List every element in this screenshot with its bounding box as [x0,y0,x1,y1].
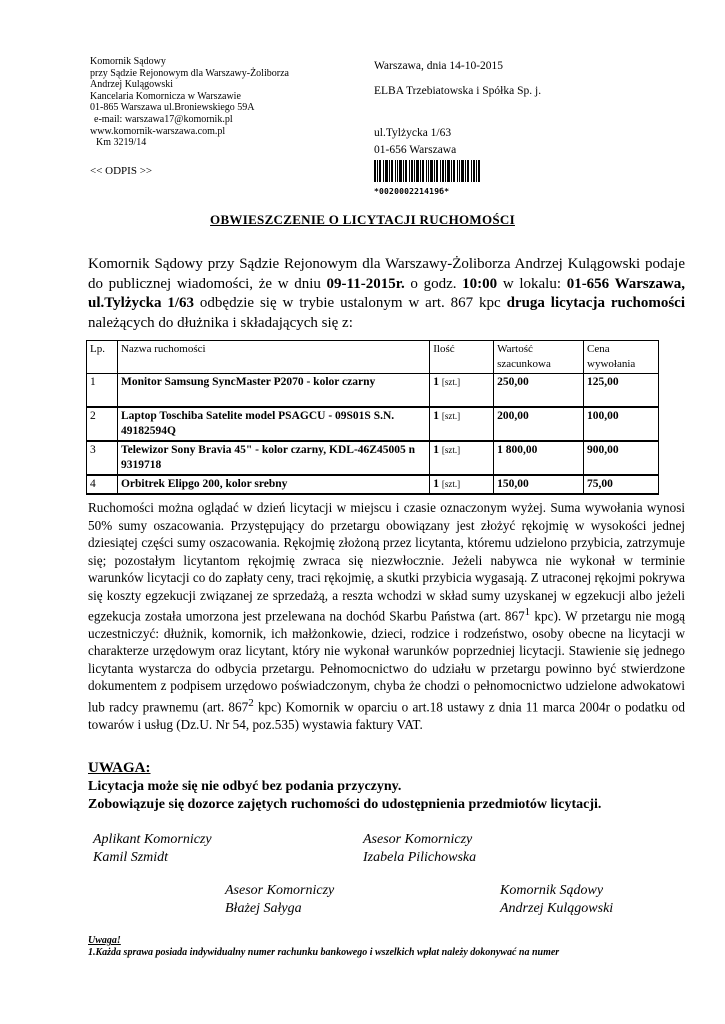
place-date: Warszawa, dnia 14-10-2015 [374,60,504,72]
intro-text: odbędzie się w trybie ustalonym w art. 867 kpc [194,295,507,311]
notice-line: Zobowiązuje się dozorce zajętych ruchomości do udostępnienia przedmiotów licytacji. [88,797,602,812]
intro-text: Komornik Sądowy przy Sądzie Rejonowym dla Warszawy-Żoliborza Andrzej Kulągowski podaje do publicznej wiadomości, że w dniu [88,256,685,292]
terms-text: Ruchomości można oglądać w dzień licytacji w miejscu i czasie oznaczonym wyżej. Suma wywołania wynosi 50% sumy oszacowania. Przystępujący do przetargu obowiązany jest złożyć rękojmię w wysokości jednej dziesiątej części sumy oszacowania. Rękojmię złożoną przez licytanta, któremu udzielono przybicia, zatrzymuje się; pozostałym licytantom rękojmię zwraca się niezwłocznie. Jeżeli nabywca nie wykonał w terminie warunków licytacji co do zapłaty ceny, traci rękojmię, a skutki przybicia wygasają. Z utraconej rękojmi pokrywa się koszty egzekucji związanej ze sprzedażą, a reszta wchodzi w skład sumy uzyskanej w egzekucji albo jeżeli egzekucja została umorzona jest przelewana na dochód Skarbu Państwa (art. 867 [88,500,685,624]
case-number: Km 3219/14 [96,137,147,149]
row-name: Telewizor Sony Bravia 45" - kolor czarny, KDL-46Z45005 n 9319718 [117,441,429,475]
row-name: Monitor Samsung SyncMaster P2070 - kolor czarny [117,374,429,408]
sender-line: Komornik Sądowy [90,56,166,67]
row-qty [430,374,494,408]
document-title: OBWIESZCZENIE O LICYTACJI RUCHOMOŚCI [210,212,515,227]
table-row [87,407,659,441]
signature-name: Błażej Sałyga [225,901,302,916]
terms-text: kpc) Komornik w oparciu o art.18 ustawy z dnia 11 marca 2004r o podatku od towarów i usług (Dz.U. Nr 54, poz.535) wystawia faktury VAT. [88,699,685,732]
barcode-bars [374,160,480,182]
footnote-mark: 1 [524,606,531,618]
qty-unit: [szt.] [441,445,461,455]
row-value: 250,00 [494,374,584,408]
qty-unit: [szt.] [441,479,461,489]
signature-block [363,831,476,867]
header-value: Wartość szacunkowa [494,341,584,374]
signature-block [93,831,212,867]
intro-paragraph [88,255,685,333]
sender-line: e-mail: warszawa17@komornik.pl [94,113,233,125]
table-header-row [87,341,659,374]
qty-unit: [szt.] [441,377,461,387]
row-lp: 3 [87,441,118,475]
sender-line: www.komornik-warszawa.com.pl [90,125,226,137]
signature-role: Asesor Komorniczy [363,832,473,847]
signature-name: Andrzej Kulągowski [500,901,614,916]
footer-title: Uwaga! [88,935,121,946]
barcode-text: *002000221419б* [374,187,450,196]
row-name: Laptop Toschiba Satelite model PSAGCU - 09S01S S.N. 49182594Q [117,407,429,441]
sender-block [90,56,289,149]
sender-line: Andrzej Kulągowski [90,79,174,91]
intro-text: o godz. [404,275,463,292]
row-value: 150,00 [494,475,584,494]
qty-value: 1 [433,376,439,388]
row-value: 1 800,00 [494,441,584,475]
footer-line: 1.Każda sprawa posiada indywidualny numer rachunku bankowego i wszelkich wpłat należy dokonywać na numer [88,947,560,958]
qty-value: 1 [433,444,439,456]
sender-line: przy Sądzie Rejonowym dla Warszawy-Żoliborza [90,67,289,79]
row-lp: 1 [87,374,118,408]
sender-line: 01-865 Warszawa ul.Broniewskiego 59A [90,102,255,114]
header-price: Cena wywołania [584,341,659,374]
terms-text: kpc). W przetargu nie mogą uczestniczyć: dłużnik, komornik, ich małżonkowie, dzieci, rodzice i rodzeństwo, osoby obecne na licytacji w charakterze urzędowym oraz licytant, który nie wykonał warunków poprzedniej licytacji. Stawienie się jednego licytanta wystarcza do odbycia przetargu. Pełnomocnictwo do udziału w przetargu powinno być stwierdzone dokumentem z podpisem urzędowo poświadczonym, chyba że chodzi o pełnomocnictwo udzielone adwokatowi lub radcy prawnemu (art. 867 [88,608,685,715]
header-name: Nazwa ruchomości [117,341,429,374]
items-table [86,340,659,495]
auction-date: 09-11-2015r. [326,275,405,292]
terms-paragraph [88,499,685,733]
row-price: 75,00 [584,475,659,494]
header-lp: Lp. [87,341,118,374]
signature-role: Komornik Sądowy [500,883,604,898]
row-qty [430,441,494,475]
row-name: Orbitrek Elipgo 200, kolor srebny [117,475,429,494]
intro-text: w lokalu: [497,275,567,292]
barcode [374,160,480,196]
recipient-city: 01-656 Warszawa [374,144,457,156]
notice-line: Licytacja może się nie odbyć bez podania przyczyny. [88,779,402,794]
header-qty: Ilość [430,341,494,374]
auction-type: druga licytacja ruchomości [506,295,685,311]
row-value: 200,00 [494,407,584,441]
signature-block [500,882,613,918]
signature-block [225,882,334,918]
signature-role: Asesor Komorniczy [225,883,335,898]
row-price: 900,00 [584,441,659,475]
row-price: 100,00 [584,407,659,441]
signature-name: Kamil Szmidt [93,850,169,865]
qty-value: 1 [433,410,439,422]
auction-place: 01-656 Warszawa, ul.Tylżycka 1/63 [88,275,685,311]
signature-name: Izabela Pilichowska [363,850,477,865]
table-row [87,374,659,408]
intro-text: należących do dłużnika i składających się z: [88,314,353,331]
copy-mark: << ODPIS >> [90,165,153,177]
qty-value: 1 [433,478,439,490]
sender-line: Kancelaria Komornicza w Warszawie [90,90,241,102]
row-lp: 4 [87,475,118,494]
row-price: 125,00 [584,374,659,408]
table-row [87,441,659,475]
recipient-name: ELBA Trzebiatowska i Spółka Sp. j. [374,85,542,97]
row-lp: 2 [87,407,118,441]
notice-title: UWAGA: [88,760,151,776]
row-qty [430,475,494,494]
signature-role: Aplikant Komorniczy [93,832,212,847]
recipient-street: ul.Tylżycka 1/63 [374,127,452,139]
footnote-mark: 2 [248,696,254,709]
qty-unit: [szt.] [441,411,461,421]
auction-time: 10:00 [462,275,498,292]
row-qty [430,407,494,441]
table-row [87,475,659,494]
